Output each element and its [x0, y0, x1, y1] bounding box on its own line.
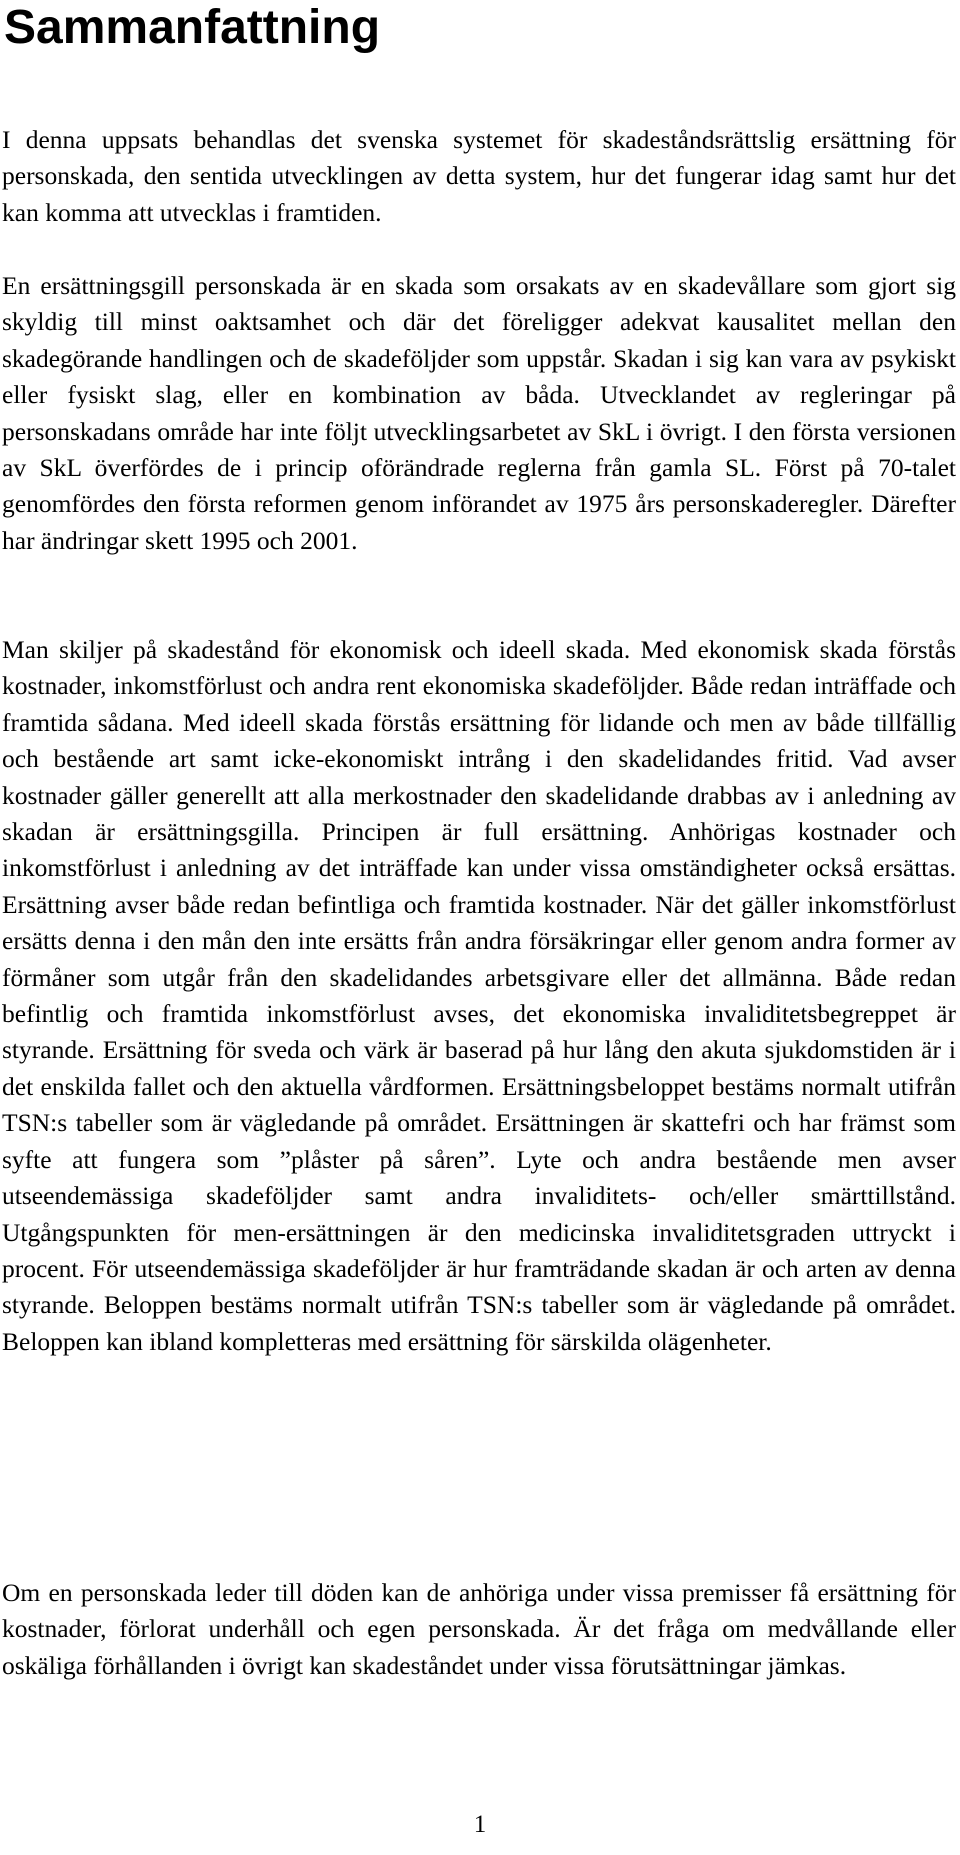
paragraph-definition: En ersättningsgill personskada är en skada som orsakats av en skadevållare som gjort sig skyldig till minst oaktsamhet och där det föreligger adekvat kausalitet mellan den skadegörande handlingen och de skadeföljder som uppstår. Skadan i sig kan vara av psykiskt eller fysiskt slag, eller en kombination av båda. Utvecklandet av regleringar på personskadans område har inte följt utvecklingsarbetet av SkL i övrigt. I den första versionen av SkL överfördes de i princip oförändrade reglerna från gamla SL. Först på 70-talet genomfördes den första reformen genom införandet av 1975 års personskaderegler. Därefter har ändringar skett 1995 och 2001.	[2, 271, 956, 555]
paragraph-damages: Man skiljer på skadestånd för ekonomisk och ideell skada. Med ekonomisk skada förstås kostnader, inkomstförlust och andra rent ekonomiska skadeföljder. Både redan inträffade och framtida sådana. Med ideell skada förstås ersättning för lidande och men av både tillfällig och bestående art samt icke-ekonomiskt intrång i den skadelidandes fritid. Vad avser kostnader gäller generellt att alla merkostnader den skadelidande drabbas av i anledning av skadan är ersättningsgilla. Principen är full ersättning. Anhörigas kostnader och inkomstförlust i anledning av det inträffade kan under vissa omständigheter också ersättas. Ersättning avser både redan befintliga och framtida kostnader. När det gäller inkomstförlust ersätts denna i den mån den inte ersätts från andra försäkringar eller genom andra former av förmåner som utgår från den skadelidandes arbetsgivare eller det allmänna. Både redan befintlig och framtida inkomstförlust avses, det ekonomiska invaliditetsbegreppet är styrande. Ersättning för sveda och värk är baserad på hur lång den akuta sjukdomstiden är i det enskilda fallet och den aktuella vårdformen. Ersättningsbeloppet bestäms normalt utifrån TSN:s tabeller som är vägledande på området. Ersättningen är skattefri och har främst som syfte att fungera som ”plåster på såren”. Lyte och andra bestående men avser utseendemässiga skadeföljder samt andra invaliditets- och/eller smärttillstånd. Utgångspunkten för men-ersättningen är den medicinska invaliditetsgraden uttryckt i procent. För utseendemässiga skadeföljder är hur framträdande skadan är och arten av denna styrande. Beloppen bestäms normalt utifrån TSN:s tabeller som är vägledande på området. Beloppen kan ibland kompletteras med ersättning för särskilda olägenheter.	[2, 635, 956, 1356]
paragraph-death: Om en personskada leder till döden kan de anhöriga under vissa premisser få ersättning för kostnader, förlorat underhåll och egen personskada. Är det fråga om medvållande eller oskäliga förhållanden i övrigt kan skadeståndet under vissa förutsättningar jämkas.	[2, 1578, 956, 1680]
paragraph-intro: I denna uppsats behandlas det svenska systemet för skadeståndsrättslig ersättning för personskada, den sentida utvecklingen av detta system, hur det fungerar idag samt hur det kan komma att utvecklas i framtiden.	[2, 125, 956, 227]
page-number: 1	[473, 1811, 487, 1838]
page-title: Sammanfattning	[4, 1, 381, 54]
